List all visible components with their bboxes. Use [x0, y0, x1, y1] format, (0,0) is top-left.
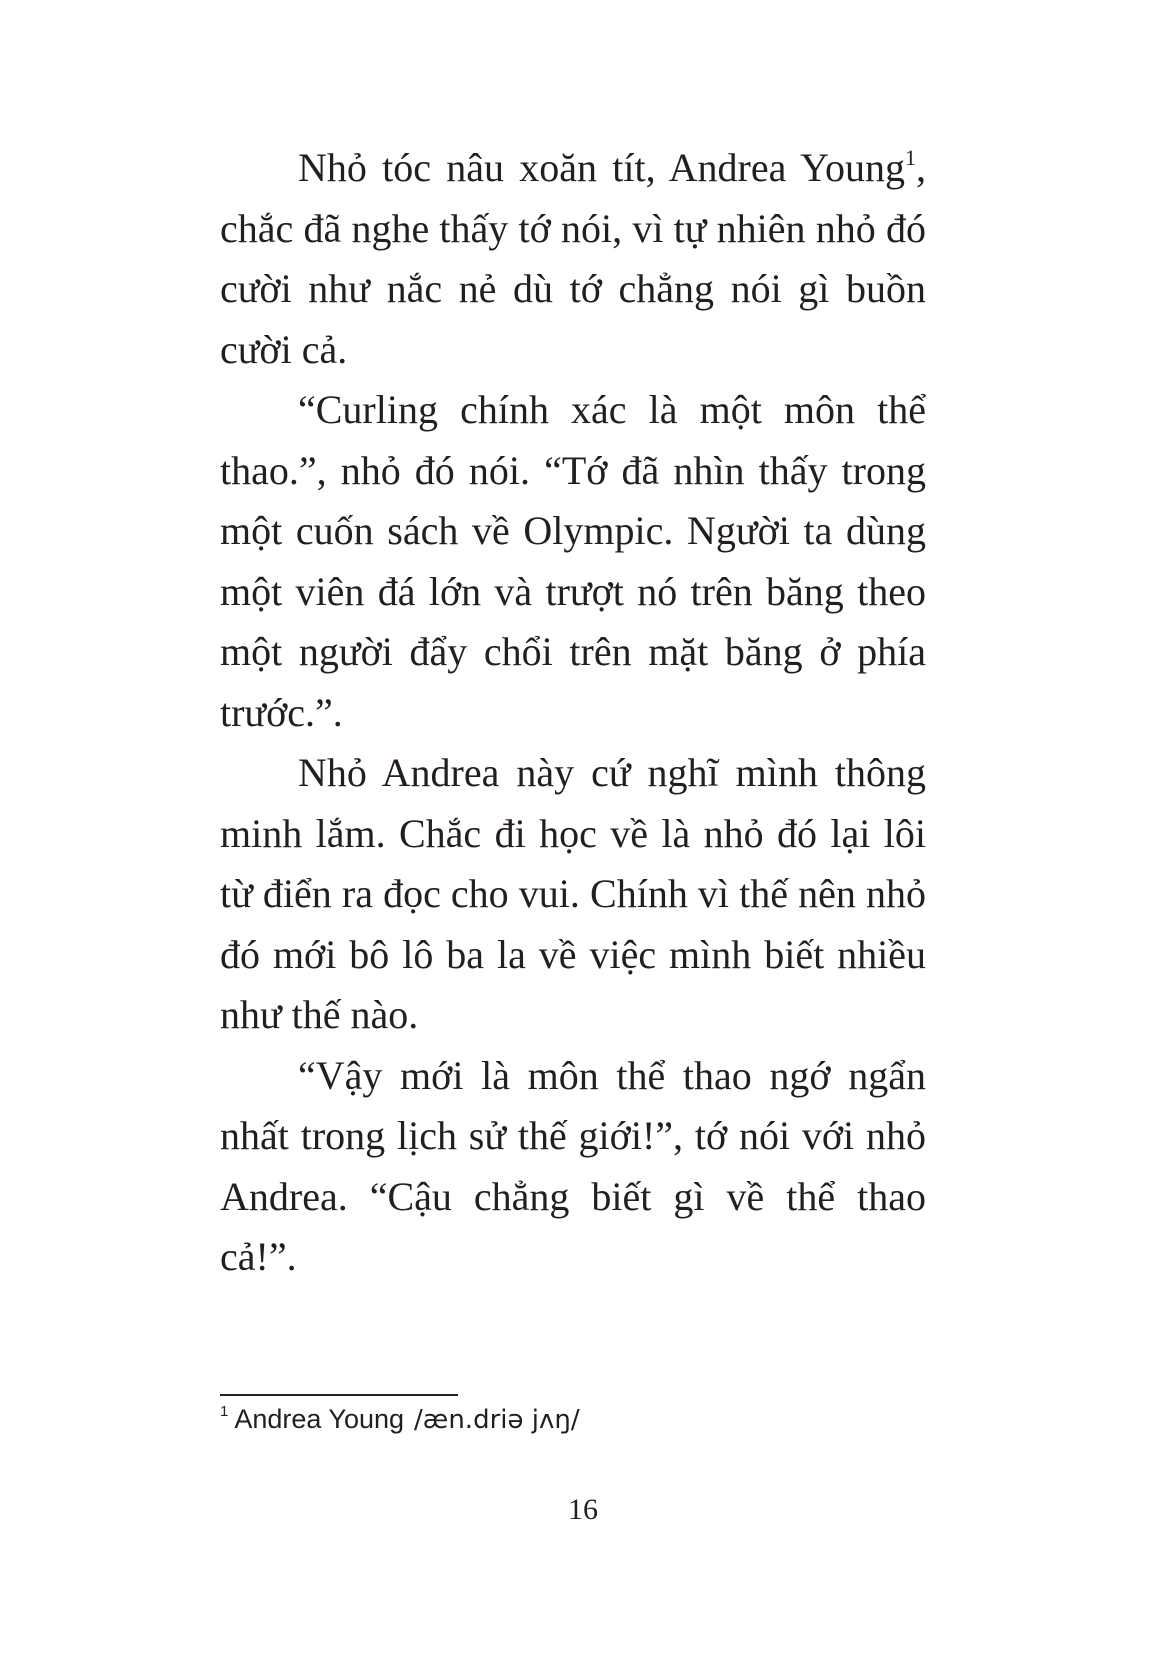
paragraph-1-text-start: Nhỏ tóc nâu xoăn tít, Andrea Young — [298, 145, 905, 190]
footnote-divider — [220, 1394, 458, 1396]
footnote-marker: 1 — [220, 1403, 229, 1420]
footnote-pronunciation: /æn.driə jʌŋ/ — [414, 1405, 580, 1435]
paragraph-1 — [220, 138, 926, 380]
footnote-name: Andrea Young — [234, 1404, 405, 1434]
paragraph-3: Nhỏ Andrea này cứ nghĩ mình thông minh lắm. Chắc đi học về là nhỏ đó lại lôi từ điển ra đọc cho vui. Chính vì thế nên nhỏ đó mới bô lô ba la về việc mình biết nhiều như thế nào. — [220, 750, 926, 1037]
footnote-reference: 1 — [905, 145, 916, 170]
body-text — [220, 138, 926, 1288]
paragraph-4: “Vậy mới là môn thể thao ngớ ngẩn nhất trong lịch sử thế giới!”, tớ nói với nhỏ Andrea. “Cậu chẳng biết gì về thể thao cả!”. — [220, 1052, 926, 1279]
page-number: 16 — [568, 1493, 598, 1526]
footnote — [220, 1403, 580, 1435]
paragraph-1-text-end: , chắc đã nghe thấy tớ nói, vì tự nhiên nhỏ đó cười như nắc nẻ dù tớ chẳng nói gì buồn cười cả. — [220, 145, 926, 372]
paragraph-2: “Curling chính xác là một môn thể thao.”, nhỏ đó nói. “Tớ đã nhìn thấy trong một cuốn sách về Olympic. Người ta dùng một viên đá lớn và trượt nó trên băng theo một người đẩy chổi trên mặt băng ở phía trước.”. — [220, 387, 926, 735]
